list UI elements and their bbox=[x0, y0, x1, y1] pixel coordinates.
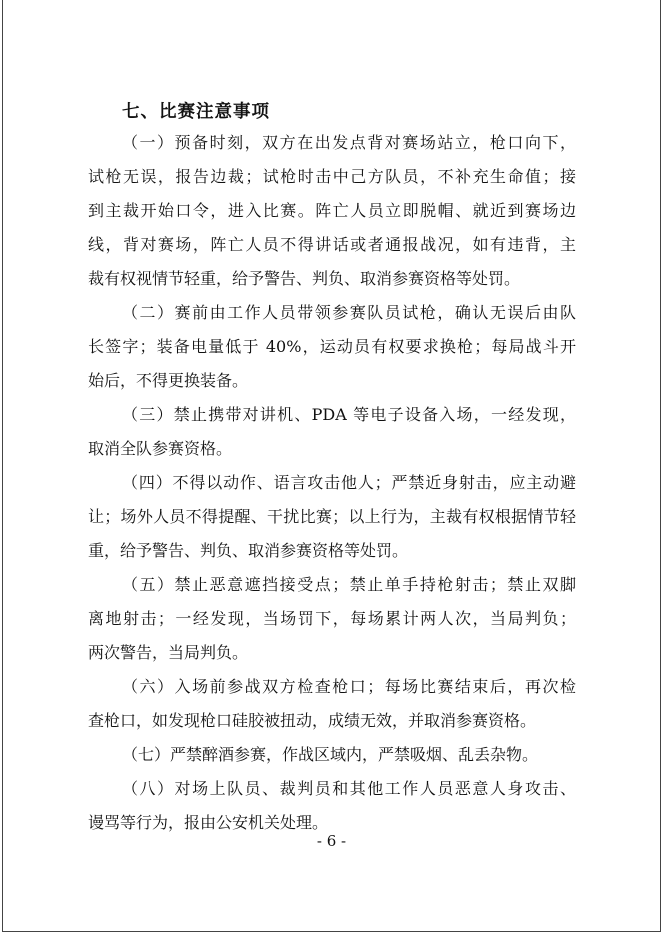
section-heading: 七、比赛注意事项 bbox=[122, 102, 270, 122]
paragraph-line: 重，给予警告、判负、取消参赛资格等处罚。 bbox=[88, 541, 409, 560]
paragraph-4 bbox=[88, 466, 576, 568]
paragraph-line: 裁有权视情节轻重，给予警告、判负、取消参赛资格等处罚。 bbox=[88, 269, 521, 288]
paragraph-line: 谩骂等行为，报由公安机关处理。 bbox=[88, 813, 329, 832]
paragraph-line: （四）不得以动作、语言攻击他人；严禁近身射击，应主动避 bbox=[122, 473, 576, 492]
paragraph-line: 到主裁开始口令，进入比赛。阵亡人员立即脱帽、就近到赛场边 bbox=[88, 201, 576, 220]
paragraph-line: 始后，不得更换装备。 bbox=[88, 371, 249, 390]
paragraph-line: 试枪无误，报告边裁；试枪时击中己方队员，不补充生命值；接 bbox=[88, 167, 576, 186]
paragraph-line: 查枪口，如发现枪口硅胶被扭动，成绩无效，并取消参赛资格。 bbox=[88, 711, 537, 730]
paragraph-line: （七）严禁醉酒参赛，作战区域内，严禁吸烟、乱丢杂物。 bbox=[122, 745, 539, 764]
paragraph-line: 离地射击；一经发现，当场罚下，每场累计两人次，当局判负； bbox=[88, 609, 576, 628]
paragraph-line: （六）入场前参战双方检查枪口；每场比赛结束后，再次检 bbox=[122, 677, 576, 696]
paragraph-5 bbox=[88, 568, 576, 670]
paragraph-line: 线，背对赛场，阵亡人员不得讲话或者通报战况，如有违背，主 bbox=[88, 235, 576, 254]
paragraph-line: （二）赛前由工作人员带领参赛队员试枪，确认无误后由队 bbox=[122, 303, 576, 322]
paragraph-line: （五）禁止恶意遮挡接受点；禁止单手持枪射击；禁止双脚 bbox=[122, 575, 576, 594]
paragraph-line: （八）对场上队员、裁判员和其他工作人员恶意人身攻击、 bbox=[122, 779, 576, 798]
paragraph-line: 两次警告，当局判负。 bbox=[88, 643, 249, 662]
paragraph-8 bbox=[88, 772, 576, 840]
paragraph-line: 取消全队参赛资格。 bbox=[88, 439, 233, 458]
page-number: - 6 - bbox=[316, 832, 347, 850]
paragraph-6 bbox=[88, 670, 576, 738]
paragraph-line: （一）预备时刻，双方在出发点背对赛场站立，枪口向下， bbox=[122, 133, 576, 152]
paragraph-1 bbox=[88, 126, 576, 296]
paragraph-3 bbox=[88, 398, 576, 466]
paragraph-7 bbox=[88, 738, 576, 772]
paragraph-line: （三）禁止携带对讲机、PDA 等电子设备入场，一经发现， bbox=[122, 405, 576, 424]
paragraph-line: 长签字；装备电量低于 40%，运动员有权要求换枪；每局战斗开 bbox=[88, 337, 576, 356]
paragraph-line: 让；场外人员不得提醒、干扰比赛；以上行为，主裁有权根据情节轻 bbox=[88, 507, 576, 526]
paragraph-2 bbox=[88, 296, 576, 398]
